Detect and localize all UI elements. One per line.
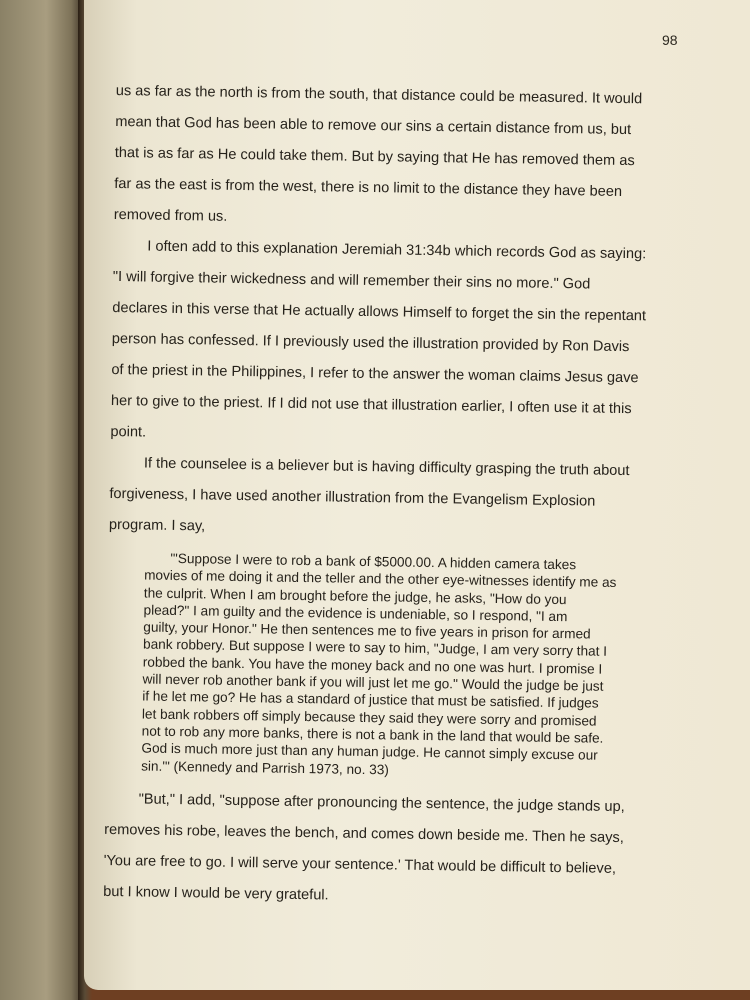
paragraph-4 xyxy=(103,784,715,918)
text-line: removes his robe, leaves the bench, and comes down beside me. Then he says, xyxy=(104,821,624,846)
paragraph-3 xyxy=(109,448,720,551)
page-number: 98 xyxy=(662,32,678,48)
quote-line: let bank robbers off simply because they said they were sorry and promised xyxy=(141,706,597,729)
quote-line: the culprit. When I am brought before the judge, he asks, "How do you xyxy=(143,585,567,607)
text-line: forgiveness, I have used another illustration from the Evangelism Explosion xyxy=(109,485,596,510)
text-line: program. I say, xyxy=(108,516,206,535)
text-line: far as the east is from the west, there is no limit to the distance they have been xyxy=(114,175,623,200)
quote-line: bank robbery. But suppose I were to say to him, "Judge, I am very sorry that I xyxy=(142,636,608,660)
quote-line: God is much more just than any human judge. He cannot simply excuse our xyxy=(141,740,598,763)
quote-line: "'Suppose I were to rob a bank of $5000.00. A hidden camera takes xyxy=(170,550,577,573)
text-line: her to give to the priest. If I did not use that illustration earlier, I often use it at this xyxy=(110,392,632,418)
quote-line: movies of me doing it and the teller and the other eye-witnesses identify me as xyxy=(144,567,617,591)
text-line: of the priest in the Philippines, I refer to the answer the woman claims Jesus gave xyxy=(111,361,639,387)
text-line: "I will forgive their wickedness and will remember their sins no more." God xyxy=(112,268,591,293)
quote-line: will never rob another bank if you will just let me go." Would the judge be just xyxy=(142,671,604,694)
text-line: declares in this verse that He actually allows Himself to forget the sin the repentant xyxy=(112,299,647,325)
paragraph-1 xyxy=(114,76,726,241)
quote-line: if he let me go? He has a standard of justice that must be satisfied. If judges xyxy=(142,688,599,712)
text-line: I often add to this explanation Jeremiah 31:34b which records God as saying: xyxy=(147,238,647,263)
text-line: us as far as the north is from the south, that distance could be measured. It would xyxy=(115,82,643,108)
facing-page-edge xyxy=(0,0,84,1000)
text-line: "But," I add, "suppose after pronouncing the sentence, the judge stands up, xyxy=(138,791,625,815)
text-line: mean that God has been able to remove our sins a certain distance from us, but xyxy=(115,113,632,139)
text-line: removed from us. xyxy=(113,206,228,225)
text-line: If the counselee is a believer but is having difficulty grasping the truth about xyxy=(143,455,630,480)
text-line: point. xyxy=(110,423,147,441)
text-line: but I know I would be very grateful. xyxy=(103,883,329,904)
quote-line: plead?" I am guilty and the evidence is undeniable, so I respond, "I am xyxy=(143,602,568,625)
quote-line: sin.'" (Kennedy and Parrish 1973, no. 33) xyxy=(141,758,389,777)
book-page xyxy=(84,0,750,990)
text-line: person has confessed. If I previously used the illustration provided by Ron Davis xyxy=(111,330,630,356)
page-body-text xyxy=(103,76,726,917)
block-quote xyxy=(141,550,718,784)
quote-line: robbed the bank. You have the money back and no one was hurt. I promise I xyxy=(142,654,603,677)
quote-line: guilty, your Honor." He then sentences me to five years in prison for armed xyxy=(143,619,591,642)
text-line: 'You are free to go. I will serve your sentence.' That would be difficult to believe, xyxy=(103,852,617,877)
paragraph-2 xyxy=(110,231,723,458)
text-line: that is as far as He could take them. But by saying that He has removed them as xyxy=(114,144,635,170)
quote-line: not to rob any more banks, there is not a bank in the land that would be safe. xyxy=(141,723,604,746)
